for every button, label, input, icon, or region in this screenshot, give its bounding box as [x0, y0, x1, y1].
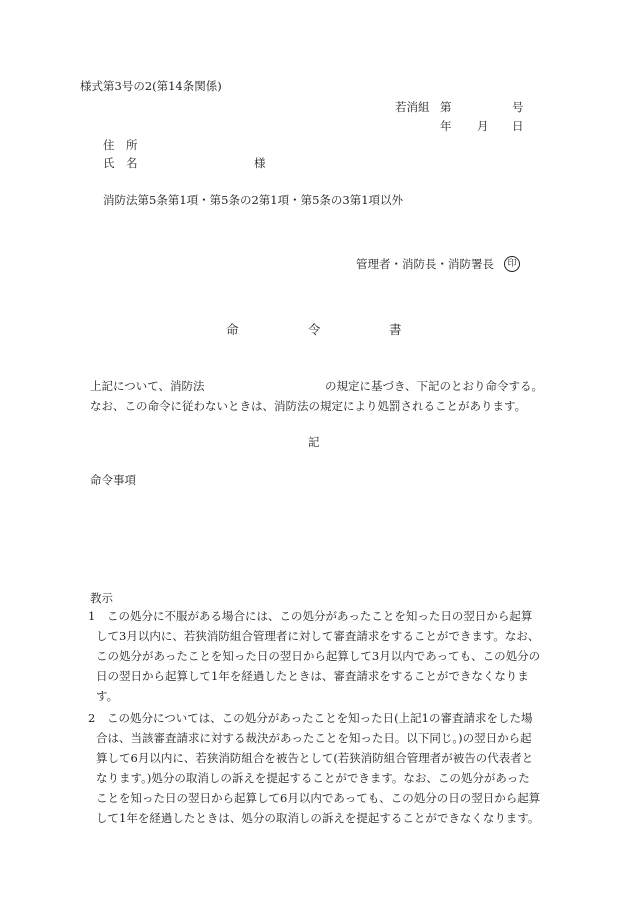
notice-item-2-line: ことを知った日の翌日から起算して6月以内であっても、この処分の日の翌日から起算 [96, 791, 541, 805]
ki-mark: 記 [308, 435, 320, 449]
doc-title-char-2: 令 [308, 322, 321, 337]
issuer-number-dai: 第 [440, 100, 452, 114]
notice-item-1-line: この処分があったことを知った日の翌日から起算して3月以内であっても、この処分の [96, 649, 541, 663]
notice-item-2-line: この処分については、この処分があったことを知った日(上記1の審査請求をした場 [107, 711, 533, 725]
notice-item-2-line: 算して6月以内に、若狭消防組合を被告として(若狭消防組合管理者が被告の代表者と [96, 751, 534, 765]
honorific: 様 [254, 156, 266, 170]
notice-item-1-line: す。 [96, 689, 119, 703]
notice-item-2-line: して1年を経過したときは、処分の取消しの訴えを提起することができなくなります。 [96, 811, 540, 825]
form-number: 様式第3号の2(第14条関係) [80, 79, 222, 93]
address-label: 住 所 [103, 138, 138, 152]
date-day: 日 [512, 119, 524, 133]
notice-heading: 教示 [90, 591, 113, 605]
doc-title-char-3: 書 [389, 322, 402, 337]
body-line-1a: 上記について、消防法 [90, 379, 205, 393]
doc-title-char-1: 命 [226, 322, 239, 337]
issuer-number-prefix: 若消組 [395, 100, 430, 114]
order-items-label: 命令事項 [90, 473, 136, 487]
notice-item-1-line: して3月以内に、若狭消防組合管理者に対して審査請求をすることができます。なお、 [96, 629, 540, 643]
notice-item-1-number: 1 [88, 609, 96, 623]
body-line-2: なお、この命令に従わないときは、消防法の規定により処罰されることがあります。 [90, 399, 527, 413]
issuer-number-go: 号 [512, 100, 524, 114]
subject-line: 消防法第5条第1項・第5条の2第1項・第5条の3第1項以外 [103, 193, 404, 207]
seal-mark: 印 [504, 256, 520, 272]
name-label: 氏 名 [103, 156, 138, 170]
notice-item-2-line: 合は、当該審査請求に対する裁決があったことを知った日。以下同じ。)の翌日から起 [96, 731, 532, 745]
date-year: 年 [440, 119, 452, 133]
notice-item-2-line: なります。)処分の取消しの訴えを提起することができます。なお、この処分があった [96, 771, 530, 785]
body-line-1b: の規定に基づき、下記のとおり命令する。 [325, 379, 544, 393]
date-month: 月 [477, 119, 489, 133]
notice-item-1-line: この処分に不服がある場合には、この処分があったことを知った日の翌日から起算 [107, 609, 533, 623]
issuer-title: 管理者・消防長・消防署長 [356, 257, 494, 271]
notice-item-2-number: 2 [88, 711, 96, 725]
notice-item-1-line: 日の翌日から起算して1年を経過したときは、審査請求をすることができなくなりま [96, 669, 529, 683]
